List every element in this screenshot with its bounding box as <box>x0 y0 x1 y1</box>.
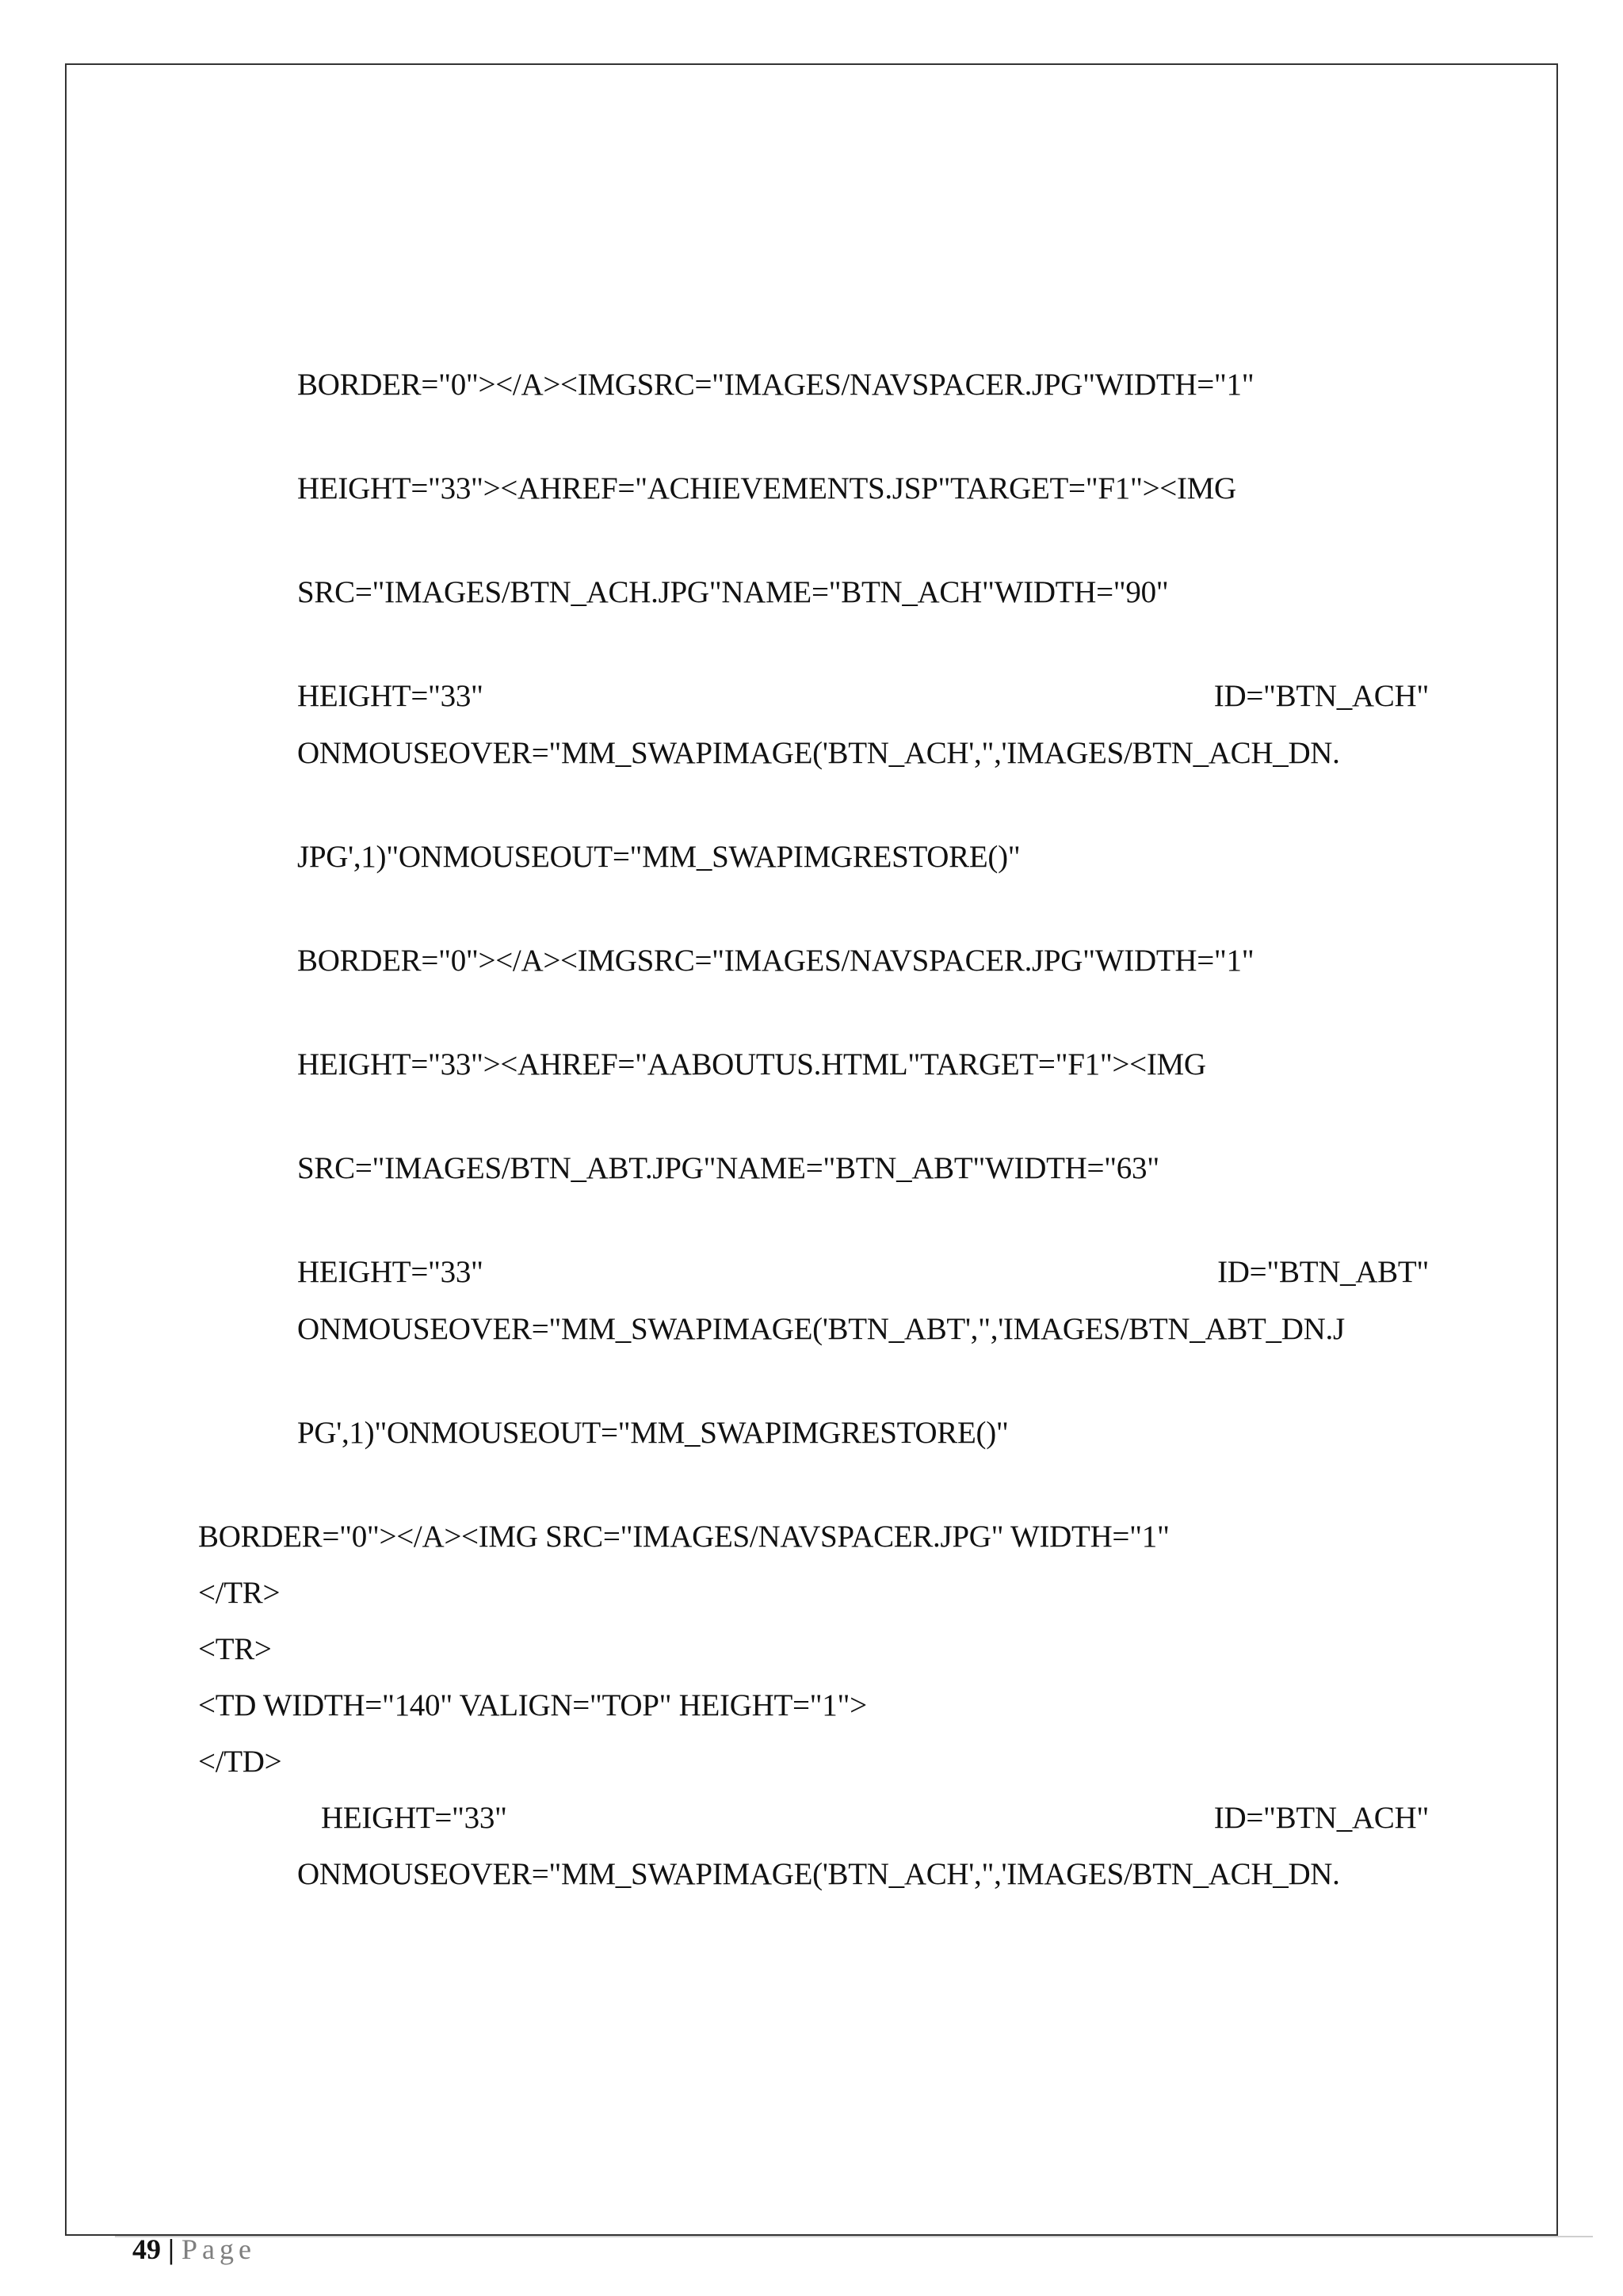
code-line: ONMOUSEOVER="MM_SWAPIMAGE('BTN_ABT',",'IMAGES/BTN_ABT_DN.J <box>297 1312 1345 1346</box>
code-fragment: ID="BTN_ACH" <box>1213 679 1429 713</box>
code-fragment: HEIGHT="33" <box>321 1801 507 1835</box>
code-line: PG',1)"ONMOUSEOUT="MM_SWAPIMGRESTORE()" <box>297 1416 1009 1450</box>
code-line: JPG',1)"ONMOUSEOUT="MM_SWAPIMGRESTORE()" <box>297 840 1021 874</box>
code-line: </TR> <box>198 1576 281 1610</box>
code-line: BORDER="0"></A><IMG SRC="IMAGES/NAVSPACER.JPG" WIDTH="1" <box>198 1520 1170 1554</box>
footer-separator: | <box>168 2233 174 2265</box>
code-fragment: HEIGHT="33" <box>297 679 483 713</box>
code-fragment: ID="BTN_ABT" <box>1217 1255 1429 1289</box>
code-line: HEIGHT="33"><AHREF="AABOUTUS.HTML"TARGET="F1"><IMG <box>297 1047 1206 1081</box>
page-number: 49 <box>132 2233 161 2265</box>
code-line: SRC="IMAGES/BTN_ABT.JPG"NAME="BTN_ABT"WIDTH="63" <box>297 1151 1159 1185</box>
code-fragment: HEIGHT="33" <box>297 1255 483 1289</box>
code-line: BORDER="0"></A><IMGSRC="IMAGES/NAVSPACER.JPG"WIDTH="1" <box>297 944 1254 978</box>
code-line: HEIGHT="33"><AHREF="ACHIEVEMENTS.JSP"TARGET="F1"><IMG <box>297 471 1236 505</box>
code-line: SRC="IMAGES/BTN_ACH.JPG"NAME="BTN_ACH"WIDTH="90" <box>297 575 1169 609</box>
code-line: ONMOUSEOVER="MM_SWAPIMAGE('BTN_ACH',",'IMAGES/BTN_ACH_DN. <box>297 1857 1340 1891</box>
code-line: <TD WIDTH="140" VALIGN="TOP" HEIGHT="1"> <box>198 1688 867 1722</box>
code-fragment: ID="BTN_ACH" <box>1213 1801 1429 1835</box>
code-line: ONMOUSEOVER="MM_SWAPIMAGE('BTN_ACH',",'IMAGES/BTN_ACH_DN. <box>297 736 1340 770</box>
code-line: BORDER="0"></A><IMGSRC="IMAGES/NAVSPACER.JPG"WIDTH="1" <box>297 368 1254 402</box>
footer-rule <box>115 2236 1593 2237</box>
code-line-justified <box>297 1253 1429 1291</box>
code-line: </TD> <box>198 1745 282 1779</box>
code-line: <TR> <box>198 1632 272 1666</box>
page-label: Page <box>181 2233 256 2265</box>
code-line-justified <box>321 1799 1429 1837</box>
code-line-justified <box>297 677 1429 715</box>
page-footer <box>132 2230 256 2268</box>
